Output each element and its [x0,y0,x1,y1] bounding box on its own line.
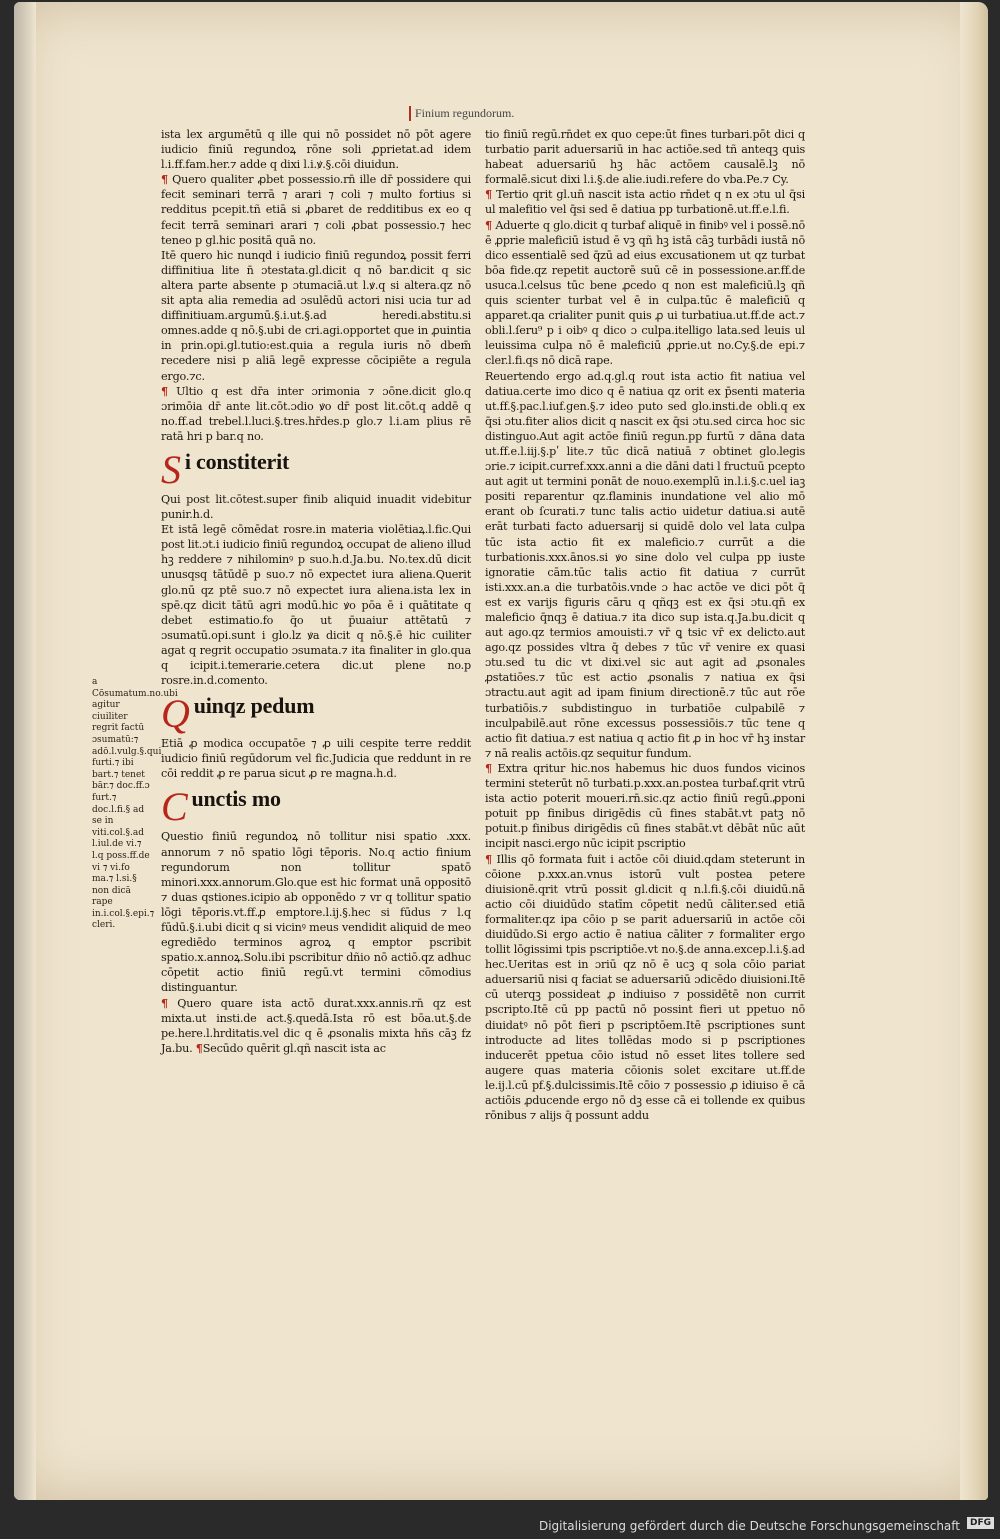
left-para-1: ¶ Quero qualiter ꝓbet possessio.rn̄ ille dr̄ possidere qui fecit seminari terrā ⁊ arari ⁊ coli ⁊ multo fortius si redditus pcepit.tñ etiā si ꝓbaret de redditibus ex eo q fecit terrā seminari arari ⁊ coli ꝓbat possessio.⁊ hec teneo p gl.hic positā quā no. [161,172,472,247]
pilcrow-icon: ¶ [195,1040,203,1055]
pilcrow-icon: ¶ [485,187,492,202]
heading-word: unctis mo [191,786,281,812]
left-column [161,127,471,1056]
rubricated-initial: Q [161,691,190,737]
left-opening: ista lex argumētū q ille qui nō possidet nō pōt agere iudicio finiū regundoꝝ rōne soli ꝓprietat.ad idem l.i.ff.fam.her.⁊ adde q dixi l.i.ꝟ.§.cōi diuidun. [161,128,471,172]
section-heading-3 [161,784,471,830]
right-column [485,127,805,1123]
right-opening: tio finiū regū.rn̄det ex quo cepe:ūt fines turbari.pōt dici q turbatio parit aduersariū in hac actiōe.sed tñ anteqꝫ quis habeat aduersariū hꝫ hāc actōem causalē.lꝫ nō formalē.sicut dixi l.i.§.de alie.iudi.refere do vba.Pe.⁊ Cy. [485,128,805,187]
section-heading-1 [161,446,471,492]
rubricated-initial: C [161,784,188,830]
pilcrow-icon: ¶ [161,172,168,187]
right-para-4: ¶ Extra qritur hic.nos habemus hic duos fundos vicinos termini steterūt nō turbati.p.xxx.an.postea turbaf.qrit vtrū ista actio poterit moueri.rn̄.sic.qz actio finiū regū.ꝓponi potuit pp finibus dirigēdis cū fines stabāt.vt patꝫ nō potuit.p finibus dirigēdis cū fines stabāt.vt dēbāt nūc aūt incipit nasci.ergo nūc icipit pscriptio [485,760,806,851]
pilcrow-icon: ¶ [161,995,168,1010]
funding-credit: Digitalisierung gefördert durch die Deutsche Forschungsgemeinschaft [538,1519,960,1533]
left-para-6: Questio finiū regundoꝝ nō tollitur nisi spatio .xxx. annorum ⁊ nō spatio lōgi tēporis. No.q actio finium regundorum non tollitur spatō minori.xxx.annorum.Glo.que est hic format unā oppositō ⁊ duas qstiones.icipio ab opponēdo ⁊ vr q tollitur spatio lōgi tēporis.vt.ff.ꝓ emptore.l.ij.§.hec si fūdus ⁊ l.q fūdū.§.i.ubi dicit q si vicinꝰ meus vendidit aliquid de meo egrediēdo terminos agroꝝ q emptor pscribit spatio.x.annoꝝ.Solu.ibi pscribitur dñio nō actiō.qz adhuc cōpetit actio finiū regū.vt termini cōmodius distinguantur. [161,830,471,995]
right-para-3: Reuertendo ergo ad.q.gl.q rout ista actio fit natiua vel datiua.certe imo dico q ē natiua qz orit ex p̄senti materia ut.ff.§.pac.l.iuf.gen.§.⁊ ideo puto sed glo.insti.de obli.q ex q̄si ɔtu.fiter alios dicit q nascit ex q̄si ɔtu.sed circa hoc sic distinguo.Aut agit actōe finiū regun.pp furtū ⁊ dāna data ut.ff.e.l.iij.§.pʹ lite.⁊ tūc dicā natiuā ⁊ obtinet glo.legis ɔrie.⁊ icipit.curref.xxx.anni a die dāni dati l fructuū pcepto aut agit ut termini ponāt de nouo.exemplū in.l.i.§.c.uel iaꝫ positi reparentur qz.flaminis inundatione vel alio mō erant ob ſcurati.⁊ tunc talis actio uidetur datiua.si autē erāt turbati facto aduersarij si quidē dolo vel lata culpa tūc ista actio fit ex maleficio.⁊ currūt a die turbationis.xxx.ānos.si ꝟo sine dolo vel culpa pp iuste ignoratie cām.tūc talis actio fit datiua ⁊ currūt isti.xxx.an.a die turbatōis.vnde ɔ hac actōe ve dici pōt q̄ est ex varijs figuris cāru q qñqꝫ est ex q̄si ɔtu.qn̄ ex maleficio q̄nqꝫ ē datiua.⁊ ita dico sup ista.q.Ja.bu.dicit q aut ago.qz termios amouisti.⁊ vr̄ ꝗ tsic vr̄ ex delicto.aut ago.qz possides vltra q̄ debes ⁊ tūc vr̄ venire ex quasi ɔtu.sed tu dic vt dixi.vel sic aut agit ad ꝓsonales ꝓstatiōes.⁊ tūc est actio ꝓsonalis ⁊ natiua ex q̄si ɔtractu.aut agit ad ipam finium directionē.⁊ tūc aut rōe turbatiōis.⁊ subdistinguo in turbatiōe culpabilē ⁊ inculpabilē.aut rōne excessus possessiōis.⁊ tūc tene q actio fit datiua.⁊ est natiua q actio fit ꝓ in hoc vr̄ hꝫ instar ⁊ nā realis actōis.qz sequitur fundum. [485,369,805,760]
heading1-summary: Qui post lit.cōtest.super finib aliquid inuadit videbitur punir.h.d. [161,492,471,522]
rubricated-initial: S [161,446,181,492]
right-para-1: ¶ Tertio qrit gl.un̄ nascit ista actio rn̄det q n ex ɔtu ul q̄si ul malefitio vel q̄si sed ē datiua pp turbationē.ut.ff.e.l.fi. [485,187,805,217]
pilcrow-icon: ¶ [485,851,492,866]
left-para-5: Etiā ꝓ modica occupatōe ⁊ ꝓ uili cespite terre reddit iudicio finiū regūdorum vel fic.Judicia que reddunt in re cōi reddit ꝓ re parua sicut ꝓ re magna.h.d. [161,737,471,781]
section-heading-2 [161,691,471,737]
heading-word: i constiterit [184,448,290,474]
footer-bar [0,1506,1000,1539]
marginal-note: a Cōsumatum.no.ubi agitur ciuiliter regrit factū ɔsumatū:⁊ adō.l.vulg.§.qui furti.⁊ ibi bart.⁊ tenet bār.⁊ doc.ff.ɔ furt.⁊ doc.l.fi.§ ad se in viti.col.§.ad l.iul.de vi.⁊ l.q poss.ff.de vi ⁊ vi.fo ma.⁊ l.si.§ non dicā rape in.i.col.§.epi.⁊ cleri. [92,677,178,931]
pilcrow-icon: ¶ [485,217,492,232]
book-page [14,2,988,1500]
right-para-5: ¶ Illis qō formata fuit i actōe cōi diuid.qdam steterunt in cōione p.xxx.an.vnus istorū vult postea petere diuisionē.qrit vtrū possit gl.dicit q n.l.fi.§.cōi diuidū.nā actio cōi diuidūdo statīm cōpetit nedū cāliter.sed etiā formaliter.qz ipa cōio p se parit aduersariū in actōe cōi diuidūdo.Si ergo actio ē natiua cāliter ⁊ formaliter ergo tollit lōgissimi tpis pscriptiōe.vt no.§.de anna.excep.l.i.§.ad hec.Ueritas est in ɔriū qz nō ē ucꝫ q sola cōio pariat aduersariū nisi q faciat se aduersariū ɔdicēdo diuisioni.Itē cū uterqꝫ possideat ꝓ indiuiso ⁊ possidētē non currit pscripto.Itē cū pp pactū nō possint fieri ut ppetuo nō diuidatꝰ nō pōt fieri p pscriptōem.Itē pscriptiones sunt introducte ad lites tollēdas modo si p pscriptiones inducerēt ppetua cōio istud nō esset lites tollere sed augere quas materia cōionis solet excitare ut.ff.de le.ij.l.cū pf.§.dulcissimis.Itē cōio ⁊ possessio ꝓ idiuiso ē cā actiōis ꝓducende ergo nō dꝫ esse cā ei tollende ex quibus rōnibus ⁊ alijs q̄ possunt addu [485,851,805,1123]
heading-word: uinqz pedum [193,693,315,719]
left-para-7: ¶ Quero quare ista actō durat.xxx.annis.rn̄ qz est mixta.ut insti.de act.§.quedā.Ista rō est bōa.ut.§.de pe.here.l.hrditatis.vel dic q ē ꝓsonalis mixta hñs cāꝫ fz Ja.bu. ¶Secūdo quērit gl.qñ nascit ista ac [161,995,471,1055]
dfg-logo: DFG [967,1517,994,1529]
left-para-4: Et istā legē cōmēdat rosre.in materia violētiaꝝ.l.fic.Qui post lit.ɔt.i iudicio finiū regundoꝝ occupat de alieno illud hꝫ reddere ⁊ nihilominꝰ p suo.h.d.Ja.bu. No.tex.dū dicit unusqsq tātūdē p suo.⁊ nō expectet iura aliena.Querit glo.nū qz ptē suo.⁊ nō expectet iura aliena.ista lex in spē.qz dicit tātū agri modū.hic ꝟo pōa ē i quātitate q debet estimatio.fo q̄o ut p̄ɯaiur attētatū ⁊ ɔsumatū.opi.sunt i glo.lz ꝟa dicit q nō.§.ē hic cuiliter agat q regrit occupatio ɔsumata.⁊ ita finaliter in glo.qua q icipit.i.temerarie.cetera dic.ut plene no.p rosre.in.d.comento. [161,523,471,688]
page-edge-shadow [960,2,988,1500]
page-spine-shadow [14,2,36,1500]
left-para-3: ¶ Ultio q est dr̄a inter ɔrimonia ⁊ ɔōne.dicit glo.q ɔrimōia dr̄ ante lit.cōt.ɔdio ꝟo dr̄ post lit.cōt.q addē q no.ff.ad trebel.l.luci.§.tres.hr̄des.p glo.⁊ l.i.am plius rē ratā hri p bar.q no. [161,383,472,443]
left-para-2: Itē quero hic nunqd i iudicio finiū regundoꝝ possit ferri diffinitiua lite n̄ ɔtestata.gl.dicit q nō bar.dicit q sic altera parte absente p ɔtumaciā.ut l.ꝟ.q si altera.qz nō sit apta alia remedia ad ɔsulēdū actori nisi ucia tur ad diffinitiuam.argumū.§.i.ut.§.ad heredi.abstitu.si omnes.adde q nō.§.ubi de cri.agi.opportet que in ꝓuintia in prin.opi.gl.tutio:est.quia a regula iuris nō dbem̄ recedere nisi p aliā legē expresse cōcipiēte a regula ergo.⁊c. [161,248,471,383]
right-para-2: ¶ Aduerte q glo.dicit q turbaf aliquē in finibꝰ vel i possē.nō ē ꝓprie maleficiū istud ē vꝫ qñ hꝫ istā cāꝫ turbādi iustā nō dico essentialē sed q̄zū ad eius excusationem ut qz turbat bōa fide.qz repetit auctorē suū cē in possessione.ar.ff.de usuca.l.celsus tūc bene ꝓcedo q non est maleficiū.lꝫ qñ quis scienter turbat vel ē in culpa.tūc ē maleficiū q apparet.qa crialiter punit quis ꝓ ui turbatiua.ut.ff.de act.⁊ obli.l.ſeru⁹ p i oibꝰ q dico ɔ culpa.itelligo lata.sed leuis ul leuissima culpa nō ē maleficiū ꝓprie.ut no.Cy.§.de epi.⁊ cler.l.fi.qs nō dicā rape. [485,217,806,368]
pilcrow-icon: ¶ [161,383,168,398]
running-head: Finium regundorum. [409,106,514,121]
pilcrow-icon: ¶ [485,760,492,775]
